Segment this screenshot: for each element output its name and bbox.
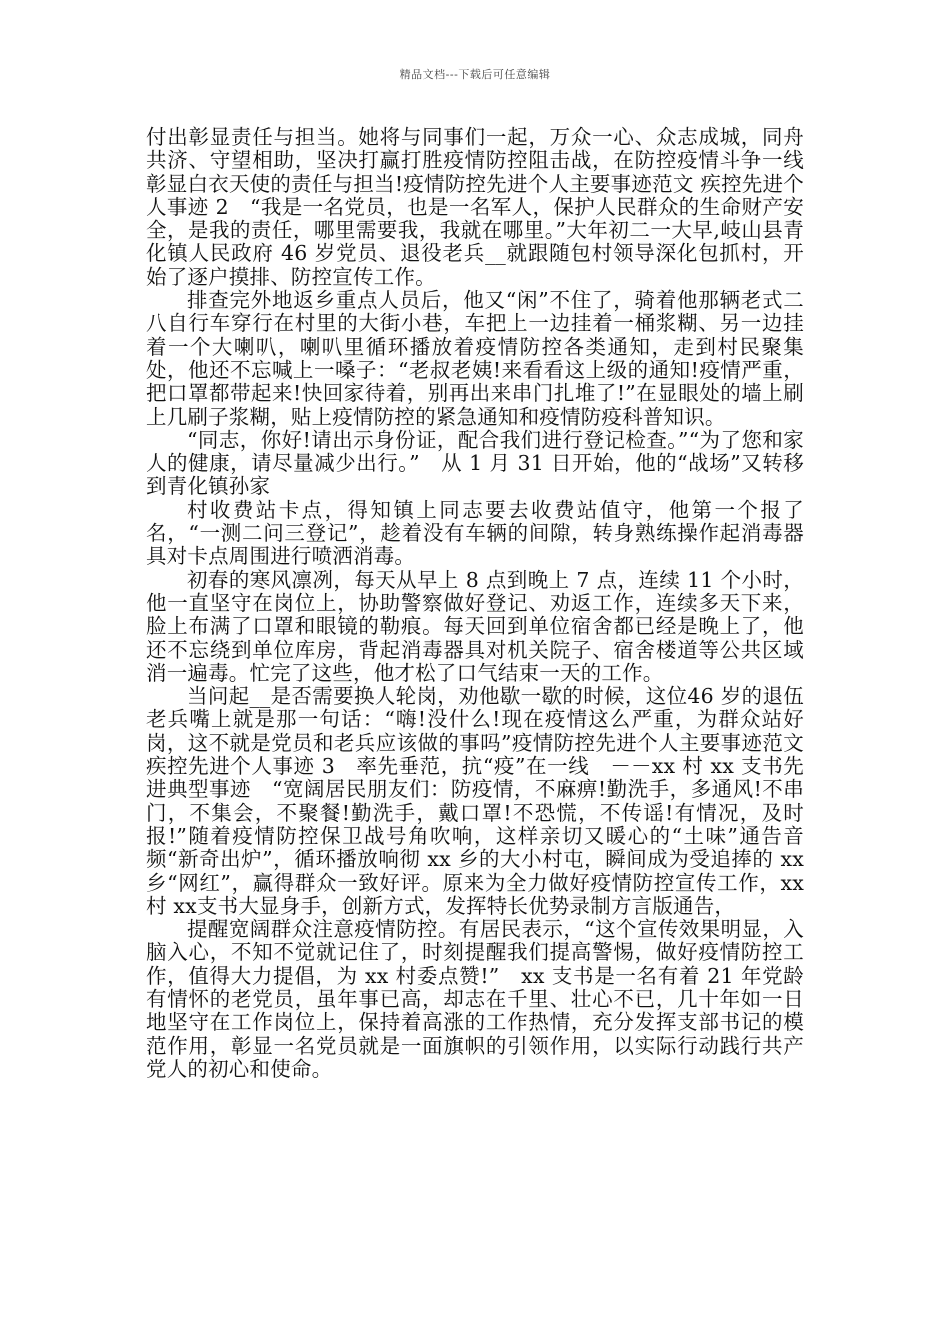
paragraph: 初春的寒风凛冽，每天从早上 8 点到晚上 7 点，连续 11 个小时，他一直坚守在岗位上，协助警察做好登记、劝返工作，连续多天下来，脸上布满了口罩和眼镜的勒痕。每天回到单位宿舍都已经是晚上了，他还不忘绕到单位库房，背起消毒器具对机关院子、宿舍楼道等公共区域消一遍毒。忙完了这些，他才松了口气结束一天的工作。	[146, 567, 804, 685]
paragraph: 提醒宽阔群众注意疫情防控。有居民表示，“这个宣传效果明显，入脑入心，不知不觉就记住了，时刻提醒我们提高警惕，做好疫情防控工作，值得大力提倡，为 xx 村委点赞!” xx 支书是一名有着 21 年党龄有情怀的老党员，虽年事已高，却志在千里、壮心不已，几十年如一日地坚守在工作岗位上，保持着高涨的工作热情，充分发挥支部书记的模范作用，彰显一名党员就是一面旗帜的引领作用，以实际行动践行共产党人的初心和使命。	[146, 917, 804, 1081]
paragraph: 排查完外地返乡重点人员后，他又“闲”不住了，骑着他那辆老式二八自行车穿行在村里的大街小巷，车把上一边挂着一桶浆糊、另一边挂着一个大喇叭，喇叭里循环播放着疫情防控各类通知，走到村民聚集处，他还不忘喊上一嗓子：“老叔老姨!来看看这上级的通知!疫情严重，把口罩都带起来!快回家待着，别再出来串门扎堆了!”在显眼处的墙上刷上几刷子浆糊，贴上疫情防控的紧急通知和疫情防疫科普知识。	[146, 288, 804, 429]
paragraph: “同志，你好!请出示身份证，配合我们进行登记检查。”“为了您和家人的健康，请尽量减少出行。” 从 1 月 31 日开始，他的“战场”又转移到青化镇孙家	[146, 427, 804, 499]
paragraph: 付出彰显责任与担当。她将与同事们一起，万众一心、众志成城，同舟共济、守望相助，坚决打赢打胜疫情防控阻击战，在防控疫情斗争一线彰显白衣天使的责任与担当!疫情防控先进个人主要事迹范文 疾控先进个人事迹 2 “我是一名党员，也是一名军人，保护人民群众的生命财产安全，是我的责任，哪里需要我，我就在哪里。”大年初二一大早,岐山县青化镇人民政府 46 岁党员、退役老兵__就跟随包村领导深化包抓村，开始了逐户摸排、防控宣传工作。	[146, 125, 804, 289]
paragraph: 村收费站卡点，得知镇上同志要去收费站值守，他第一个报了名，“一测二问三登记”，趁着没有车辆的间隙，转身熟练操作起消毒器具对卡点周围进行喷洒消毒。	[146, 497, 804, 569]
document-body	[146, 126, 804, 1081]
paragraph: 当问起__是否需要换人轮岗，劝他歇一歇的时候，这位46 岁的退伍老兵嘴上就是那一句话：“嗨!没什么!现在疫情这么严重，为群众站好岗，这不就是党员和老兵应该做的事吗”疫情防控先进个人主要事迹范文 疾控先进个人事迹 3 率先垂范，抗“疫”在一线 －－xx 村 xx 支书先进典型事迹 “宽阔居民朋友们：防疫情，不麻痹!勤洗手，多通风!不串门，不集会，不聚餐!勤洗手，戴口罩!不恐慌，不传谣!有情况，及时报!”随着疫情防控保卫战号角吹响，这样亲切又暖心的“土味”通告音频“新奇出炉”，循环播放响彻 xx 乡的大小村屯，瞬间成为受追捧的 xx 乡“网红”，赢得群众一致好评。原来为全力做好疫情防控宣传工作，xx 村 xx支书大显身手，创新方式，发挥特长优势录制方言版通告，	[146, 684, 804, 918]
page-header: 精品文档---下载后可任意编辑	[399, 68, 551, 81]
